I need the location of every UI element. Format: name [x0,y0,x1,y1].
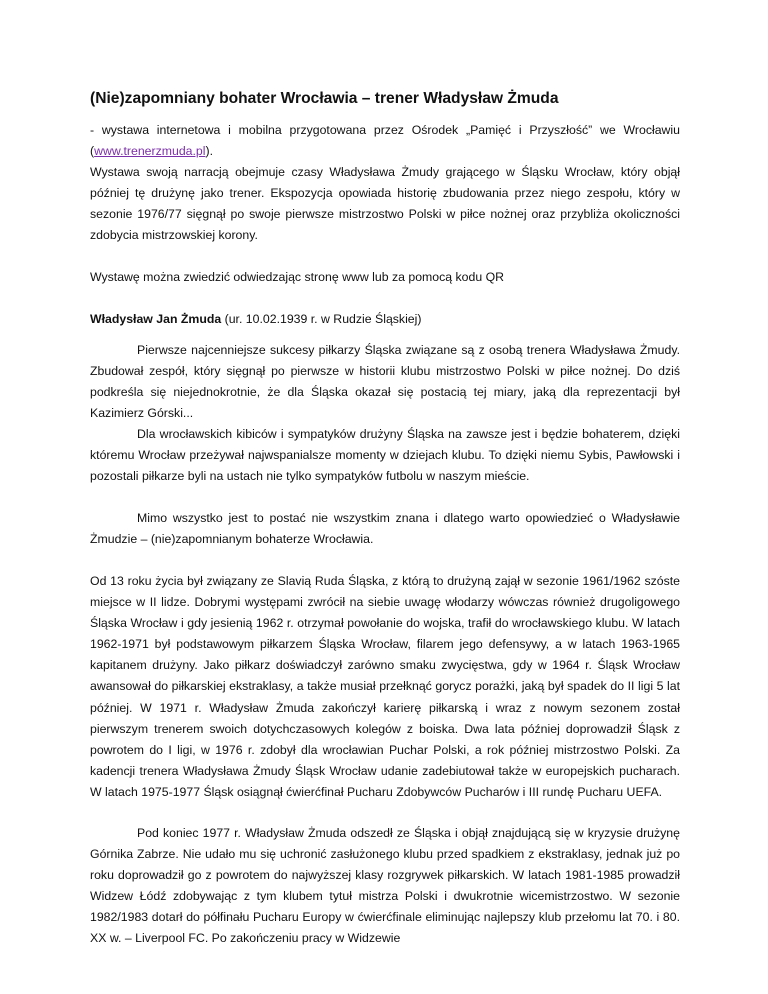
paragraph-coaching-career: Pod koniec 1977 r. Władysław Żmuda odszedł ze Śląska i objął znajdującą się w kryzysie drużynę Górnika Zabrze. Nie udało mu się uchronić zasłużonego klubu przed spadkiem z ekstraklasy, jednak już po roku doprowadził go z powrotem do najwyższej klasy rozgrywek piłkarskich. W latach 1981-1985 prowadził Widzew Łódź zdobywając z tym klubem tytuł mistrza Polski i dwukrotnie wicemistrzostwo. W sezonie 1982/1983 dotarł do półfinału Pucharu Europy w ćwierćfinale eliminując najlepszy klub przełomu lat 70. i 80. XX w. – Liverpool FC. Po zakończeniu pracy w Widzewie [90,826,680,946]
document-title: (Nie)zapomniany bohater Wrocławia – trener Władysław Żmuda [90,90,559,107]
biography-header [90,309,680,330]
intro-text: - wystawa internetowa i mobilna przygotowana przez Ośrodek „Pamięć i Przyszłość” we Wrocławiu ( [90,123,680,159]
paragraph-first-successes: Pierwsze najcenniejsze sukcesy piłkarzy Śląska związane są z osobą trenera Władysława Żmudy. Zbudował zespół, który sięgnął po pierwsze w historii klubu mistrzostwo Polski w piłce nożnej. Do dziś podkreśla się niejednokrotnie, że dla Śląska okazał się postacią tej miary, jaką dla reprezentacji był Kazimierz Górski... [90,343,680,421]
paragraph-not-well-known: Mimo wszystko jest to postać nie wszystkim znana i dlatego warto opowiedzieć o Władysławie Żmudzie – (nie)zapomnianym bohaterze Wrocławia. [90,511,680,547]
person-name: Władysław Jan Żmuda [90,312,222,326]
paragraph-player-career: Od 13 roku życia był związany ze Slavią Ruda Śląska, z którą to drużyną zajął w sezonie 1961/1962 szóste miejsce w II lidze. Dobrymi występami zwrócił na siebie uwagę włodarzy wówczas również drugoligowego Śląska Wrocław i gdy jesienią 1962 r. otrzymał powołanie do wojska, trafił do wrocławskiego klubu. W latach 1962-1971 był podstawowym piłkarzem Śląska Wrocław, filarem jego defensywy, a w latach 1963-1965 kapitanem drużyny. Jako piłkarz doświadczył zarówno smaku zwycięstwa, gdy w 1964 r. Śląsk Wrocław awansował do piłkarskiej ekstraklasy, a także musiał przełknąć gorycz porażki, jaką był spadek do II ligi 5 lat później. W 1971 r. Władysław Żmuda zakończył karierę piłkarską i wraz z nowym sezonem został pierwszym trenerem swoich dotychczasowych kolegów z boiska. Dwa lata później doprowadził Śląsk z powrotem do I ligi, w 1976 r. zdobył dla wrocławian Puchar Polski, a rok później mistrzostwo Polski. Za kadencji trenera Władysława Żmudy Śląsk Wrocław udanie zadebiutował także w europejskich pucharach. W latach 1975-1977 Śląsk osiągnął ćwierćfinał Pucharu Zdobywców Pucharów i III rundę Pucharu UEFA. [90,574,680,799]
exhibition-description: Wystawa swoją narracją obejmuje czasy Władysława Żmudy grającego w Śląsku Wrocław, który objął później tę drużynę jako trener. Ekspozycja opowiada historię zbudowania przez niego zespołu, który w sezonie 1976/77 sięgnął po swoje pierwsze mistrzostwo Polski w piłce nożnej oraz przybliża okoliczności zdobycia mistrzowskiej korony. [90,165,680,243]
intro-text-end: ). [205,144,214,159]
paragraph-fans-hero: Dla wrocławskich kibiców i sympatyków drużyny Śląska na zawsze jest i będzie bohaterem, dzięki któremu Wrocław przeżywał najwspanialsze momenty w dziejach klubu. To dzięki niemu Sybis, Pawłowski i pozostali piłkarze byli na ustach nie tylko sympatyków futbolu w naszym mieście. [90,427,680,484]
visit-note: Wystawę można zwiedzić odwiedzając stronę www lub za pomocą kodu QR [90,270,505,284]
website-link[interactable]: www.trenerzmuda.pl [94,144,206,159]
exhibition-intro [90,120,680,162]
person-birth-details: (ur. 10.02.1939 r. w Rudzie Śląskiej) [221,312,422,326]
